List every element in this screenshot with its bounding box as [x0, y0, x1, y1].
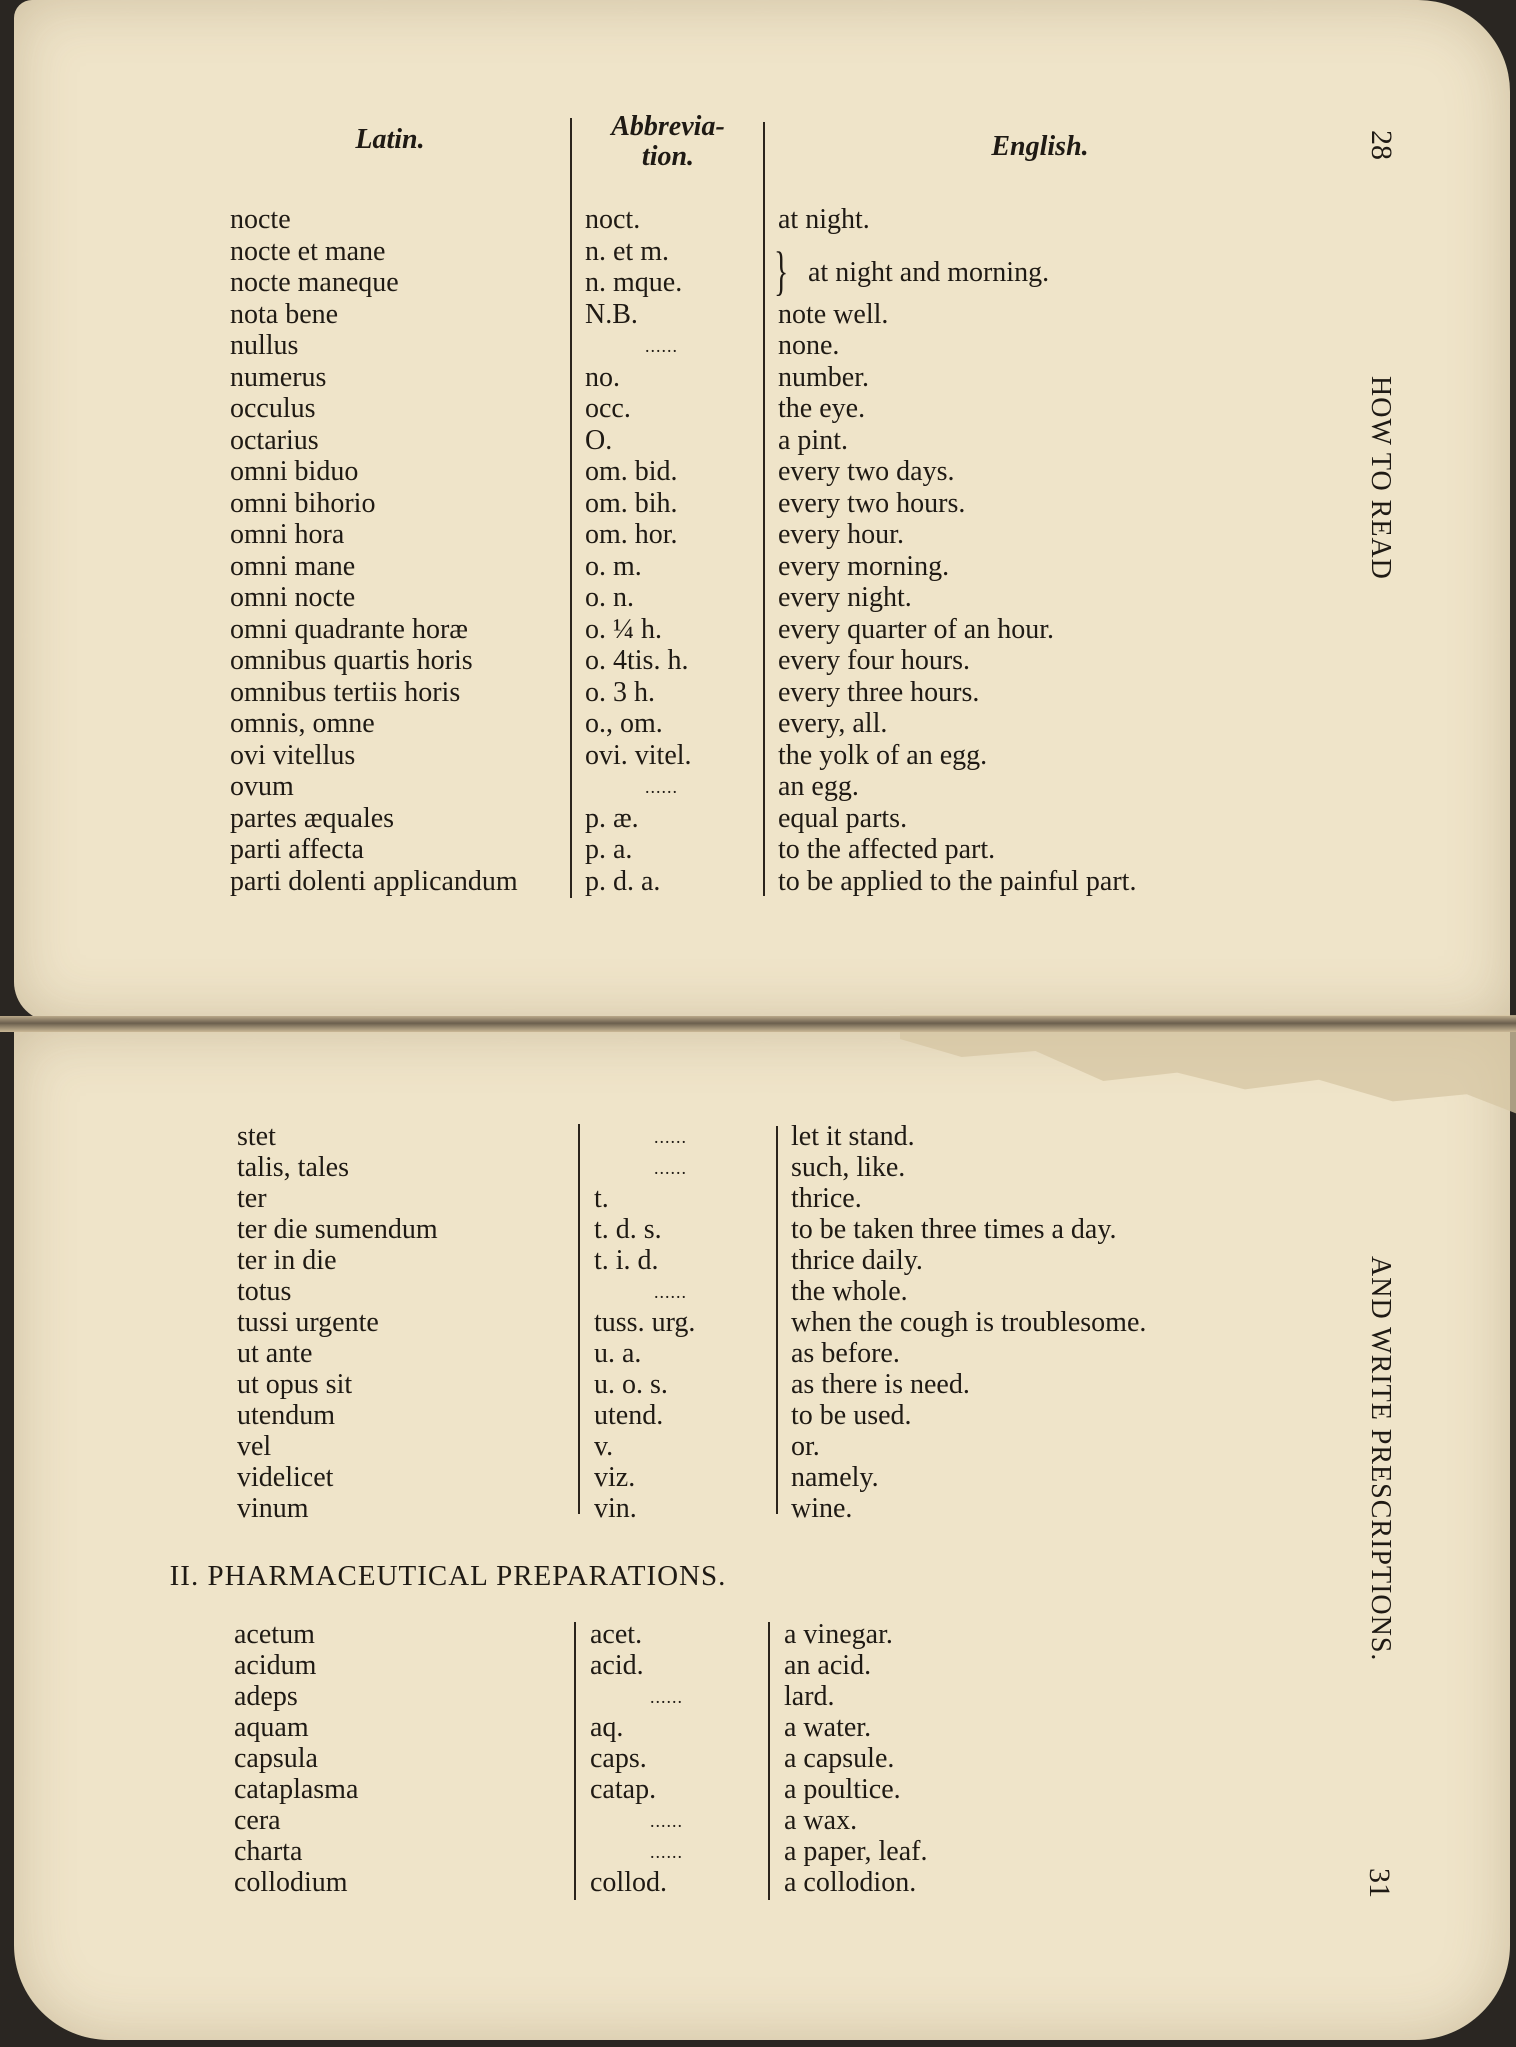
page-number-top: 28	[1365, 130, 1398, 160]
english-cell: as before.	[791, 1338, 900, 1369]
book-fold	[0, 1016, 1516, 1032]
latin-cell: omnis, omne	[230, 708, 375, 739]
latin-cell: omni bihorio	[230, 487, 376, 519]
abbr-cell: p. æ.	[585, 802, 639, 834]
latin-cell: vel	[237, 1431, 272, 1462]
english-cell: a poultice.	[784, 1774, 901, 1805]
table-row	[0, 835, 1400, 865]
english-cell: every, all.	[778, 708, 888, 739]
latin-cell: ut opus sit	[237, 1369, 353, 1400]
latin-cell: stet	[237, 1121, 276, 1152]
table-row	[0, 1744, 1400, 1774]
table-row	[0, 1401, 1400, 1431]
latin-cell: omni nocte	[230, 582, 356, 613]
abbr-cell: u. o. s.	[594, 1369, 668, 1400]
abbr-cell: o., om.	[585, 708, 663, 739]
english-cell: at night.	[778, 204, 870, 235]
table-row	[0, 552, 1400, 582]
english-cell: to the affected part.	[778, 834, 996, 865]
english-cell: wine.	[791, 1493, 853, 1524]
latin-cell: totus	[237, 1276, 292, 1307]
table-row	[0, 1463, 1400, 1493]
abbr-cell: n. mque.	[585, 267, 683, 298]
abbr-cell: ......	[654, 1282, 687, 1302]
english-cell: number.	[778, 361, 869, 393]
table-row	[0, 1713, 1400, 1743]
table-row	[0, 1215, 1400, 1245]
english-cell: every two days.	[778, 456, 955, 487]
english-cell: or.	[791, 1431, 820, 1462]
table-row	[0, 1184, 1400, 1214]
abbr-cell: occ.	[585, 393, 631, 424]
table-row	[0, 804, 1400, 834]
table-row	[0, 394, 1400, 424]
english-cell: a water.	[784, 1712, 872, 1743]
table-row	[0, 646, 1400, 676]
latin-cell: acidum	[234, 1650, 317, 1681]
english-cell: equal parts.	[778, 802, 908, 834]
abbr-cell: o. m.	[585, 550, 642, 582]
table-row	[0, 1308, 1400, 1338]
english-cell: let it stand.	[791, 1121, 915, 1152]
latin-cell: ter in die	[237, 1245, 337, 1276]
abbr-cell: om. bih.	[585, 487, 678, 519]
english-cell: a pint.	[778, 424, 848, 456]
english-cell: thrice daily.	[791, 1245, 923, 1276]
abbr-cell: n. et m.	[585, 235, 669, 267]
latin-cell: ovi vitellus	[230, 739, 356, 771]
english-cell: an egg.	[778, 771, 859, 802]
abbr-cell: collod.	[590, 1867, 667, 1898]
latin-cell: cataplasma	[234, 1774, 359, 1805]
english-cell: to be applied to the painful part.	[778, 865, 1137, 897]
latin-cell: omnibus tertiis horis	[230, 676, 461, 708]
abbr-cell: ......	[645, 336, 678, 356]
latin-cell: ter die sumendum	[237, 1214, 438, 1245]
latin-cell: nullus	[230, 330, 299, 361]
table-row	[0, 1806, 1400, 1836]
table-row	[0, 1153, 1400, 1183]
latin-cell: talis, tales	[237, 1152, 349, 1183]
section-title: II. PHARMACEUTICAL PREPARATIONS.	[169, 1560, 727, 1592]
latin-cell: cera	[234, 1805, 281, 1836]
abbr-cell: no.	[585, 361, 620, 393]
abbr-cell: acid.	[590, 1650, 644, 1681]
english-cell: thrice.	[791, 1183, 862, 1214]
latin-cell: omni biduo	[230, 456, 359, 487]
latin-cell: aquam	[234, 1712, 309, 1743]
latin-cell: omni quadrante horæ	[230, 613, 468, 645]
table-row	[0, 867, 1400, 897]
latin-cell: ovum	[230, 771, 294, 802]
table-row	[0, 583, 1400, 613]
table-row	[0, 1682, 1400, 1712]
english-cell: every hour.	[778, 519, 904, 550]
table-row	[0, 1837, 1400, 1867]
table-row	[0, 772, 1400, 802]
table-row	[0, 489, 1400, 519]
english-cell: every two hours.	[778, 487, 966, 519]
table-row	[0, 1122, 1400, 1152]
abbr-cell: t. d. s.	[594, 1214, 662, 1245]
english-cell: lard.	[784, 1681, 835, 1712]
latin-cell: partes æquales	[230, 802, 395, 834]
abbr-cell: ......	[650, 1811, 683, 1831]
abbr-cell: om. hor.	[585, 519, 678, 550]
abbr-cell: t. i. d.	[594, 1245, 659, 1276]
latin-cell: capsula	[234, 1743, 318, 1774]
table-row	[0, 741, 1400, 771]
latin-cell: vinum	[237, 1493, 309, 1524]
latin-cell: omnibus quartis horis	[230, 645, 473, 676]
abbr-cell: N.B.	[585, 298, 638, 330]
brace-symbol: }	[774, 241, 789, 301]
latin-cell: nocte et mane	[230, 235, 386, 267]
abbr-cell: noct.	[585, 204, 641, 235]
table-row	[0, 678, 1400, 708]
latin-cell: omni mane	[230, 550, 356, 582]
abbr-cell: aq.	[590, 1712, 624, 1743]
abbr-cell: O.	[585, 424, 613, 456]
abbr-cell: viz.	[594, 1462, 636, 1493]
english-cell: the yolk of an egg.	[778, 739, 988, 771]
abbr-cell: ......	[654, 1158, 687, 1178]
latin-cell: parti affecta	[230, 834, 364, 865]
table-row	[0, 1775, 1400, 1805]
merged-english-cell: at night and morning.	[808, 257, 1050, 288]
english-cell: every morning.	[778, 550, 950, 582]
table-row	[0, 1339, 1400, 1369]
english-cell: every three hours.	[778, 676, 980, 708]
abbr-cell: p. a.	[585, 834, 633, 865]
table-row	[0, 1494, 1400, 1524]
abbr-cell: utend.	[594, 1400, 664, 1431]
running-head-top: HOW TO READ	[1365, 376, 1396, 580]
abbr-cell: vin.	[594, 1493, 637, 1524]
header-latin: Latin.	[355, 124, 425, 155]
abbr-cell: om. bid.	[585, 456, 678, 487]
abbr-cell: ......	[645, 777, 678, 797]
table-row	[0, 709, 1400, 739]
english-cell: every four hours.	[778, 645, 971, 676]
abbr-cell: ......	[650, 1842, 683, 1862]
abbr-cell: ovi. vitel.	[585, 739, 692, 771]
english-cell: none.	[778, 330, 840, 361]
abbr-cell: caps.	[590, 1743, 647, 1774]
abbr-cell: ......	[650, 1687, 683, 1707]
latin-cell: charta	[234, 1836, 303, 1867]
table-row	[0, 205, 1400, 235]
abbr-cell: o. n.	[585, 582, 634, 613]
latin-cell: occulus	[230, 393, 316, 424]
english-cell: every night.	[778, 582, 912, 613]
header-abbreviation: Abbrevia- tion.	[611, 111, 725, 172]
english-cell: to be taken three times a day.	[791, 1214, 1117, 1245]
english-cell: when the cough is troublesome.	[791, 1307, 1147, 1338]
table-row	[0, 237, 1400, 267]
latin-cell: parti dolenti applicandum	[230, 865, 518, 897]
table-row	[0, 426, 1400, 456]
english-cell: namely.	[791, 1462, 879, 1493]
latin-cell: ter	[237, 1183, 267, 1214]
table-row	[0, 363, 1400, 393]
latin-cell: videlicet	[237, 1462, 334, 1493]
english-cell: note well.	[778, 298, 889, 330]
english-cell: an acid.	[784, 1650, 872, 1681]
english-cell: as there is need.	[791, 1369, 970, 1400]
english-cell: a vinegar.	[784, 1619, 893, 1650]
english-cell: a wax.	[784, 1805, 858, 1836]
latin-cell: octarius	[230, 424, 319, 456]
header-english: English.	[991, 131, 1089, 162]
latin-cell: acetum	[234, 1619, 315, 1650]
latin-cell: numerus	[230, 361, 327, 393]
abbr-cell: o. 3 h.	[585, 676, 655, 708]
english-cell: every quarter of an hour.	[778, 613, 1054, 645]
latin-cell: collodium	[234, 1867, 348, 1898]
table-row	[0, 1651, 1400, 1681]
abbr-cell: o. 4tis. h.	[585, 645, 689, 676]
abbr-cell: o. ¼ h.	[585, 613, 662, 645]
table-row	[0, 1620, 1400, 1650]
table-row	[0, 1868, 1400, 1898]
english-cell: a capsule.	[784, 1743, 895, 1774]
abbr-cell: v.	[594, 1431, 614, 1462]
abbr-cell: tuss. urg.	[594, 1307, 696, 1338]
abbr-cell: acet.	[590, 1619, 643, 1650]
latin-cell: nocte maneque	[230, 267, 399, 298]
table-row	[0, 457, 1400, 487]
latin-cell: ut ante	[237, 1338, 313, 1369]
table-row	[0, 1370, 1400, 1400]
latin-cell: omni hora	[230, 519, 345, 550]
latin-cell: adeps	[234, 1681, 298, 1712]
abbr-cell: ......	[654, 1127, 687, 1147]
latin-cell: nota bene	[230, 298, 339, 330]
latin-cell: nocte	[230, 204, 291, 235]
english-cell: the whole.	[791, 1276, 908, 1307]
table-row	[0, 1277, 1400, 1307]
table-row	[0, 520, 1400, 550]
table-row	[0, 268, 1400, 298]
english-cell: to be used.	[791, 1400, 912, 1431]
table-row	[0, 300, 1400, 330]
table-row	[0, 615, 1400, 645]
english-cell: a collodion.	[784, 1867, 917, 1898]
running-head-bottom: AND WRITE PRESCRIPTIONS.	[1365, 1256, 1396, 1662]
abbr-cell: catap.	[590, 1774, 657, 1805]
table-row	[0, 1432, 1400, 1462]
page-number-bottom: 31	[1363, 1868, 1396, 1898]
english-cell: such, like.	[791, 1152, 906, 1183]
abbr-cell: p. d. a.	[585, 865, 661, 897]
latin-cell: tussi urgente	[237, 1307, 379, 1338]
table-row	[0, 1246, 1400, 1276]
abbr-cell: t.	[594, 1183, 609, 1214]
english-cell: a paper, leaf.	[784, 1836, 928, 1867]
latin-cell: utendum	[237, 1400, 335, 1431]
english-cell: the eye.	[778, 393, 866, 424]
abbr-cell: u. a.	[594, 1338, 642, 1369]
table-row	[0, 331, 1400, 361]
